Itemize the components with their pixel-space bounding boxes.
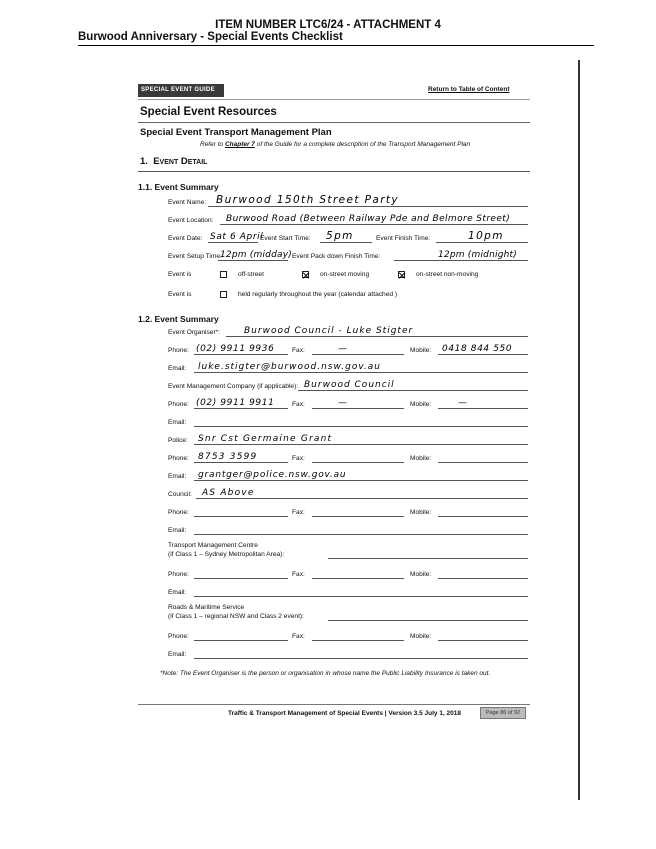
fax-label: Fax:	[292, 455, 305, 462]
police-phone-row	[168, 450, 530, 464]
chapter-link[interactable]: Chapter 7	[224, 141, 255, 148]
location-label: Event Location:	[168, 217, 214, 224]
setup-value[interactable]: 12pm (midday)	[220, 250, 292, 260]
rms-line-1: Roads & Maritime Service	[168, 604, 245, 611]
packdown-label: Event Pack down Finish Time:	[292, 253, 381, 260]
section-title: Special Event Resources	[140, 106, 277, 118]
mobile-label: Mobile:	[410, 455, 432, 462]
toc-link[interactable]: Return to Table of Content	[428, 86, 510, 93]
organiser-label: Event Organiser*:	[168, 329, 221, 336]
event-is-label-2: Event is	[168, 291, 192, 298]
onstreet-moving-label: on-street moving	[320, 271, 370, 278]
email-label: Email:	[168, 419, 187, 426]
tmc-email-row	[168, 584, 530, 598]
police-value[interactable]: Snr Cst Germaine Grant	[198, 434, 333, 444]
summary-heading-1: 1.1. Event Summary	[138, 182, 219, 192]
date-label: Event Date:	[168, 235, 203, 242]
emc-phone-row	[168, 396, 530, 410]
detail-rule	[138, 171, 530, 172]
event-name-label: Event Name:	[168, 199, 207, 206]
plan-subtitle: Special Event Transport Management Plan	[140, 127, 332, 138]
header-rule	[78, 45, 594, 46]
fax-label: Fax:	[292, 401, 305, 408]
onstreet-nonmoving-label: on-street non-moving	[416, 271, 479, 278]
top-rule	[138, 99, 530, 100]
police-phone-value[interactable]: 8753 3599	[198, 452, 258, 462]
rms-field-row	[168, 608, 530, 622]
emc-row	[168, 378, 530, 392]
tmc-line-2: (if Class 1 – Sydney Metropolitan Area):	[168, 550, 285, 558]
fax-label: Fax:	[292, 347, 305, 354]
tmc-field-row	[168, 546, 530, 560]
phone-label: Phone:	[168, 571, 189, 578]
police-label: Police:	[168, 437, 188, 444]
email-label: Email:	[168, 589, 187, 596]
emc-fax-value[interactable]: —	[338, 398, 348, 408]
attachment-header: ITEM NUMBER LTC6/24 - ATTACHMENT 4	[215, 19, 441, 31]
event-type-row	[168, 266, 530, 280]
tmc-line-1: Transport Management Centre	[168, 542, 258, 549]
emc-phone-value[interactable]: (02) 9911 9911	[196, 398, 275, 408]
council-phone-row	[168, 504, 530, 518]
fax-label: Fax:	[292, 571, 305, 578]
section-rule	[138, 122, 530, 123]
organiser-row	[168, 324, 530, 338]
event-is-label: Event is	[168, 271, 192, 278]
summary-heading-2: 1.2. Event Summary	[138, 314, 219, 324]
start-label: Event Start Time:	[260, 235, 311, 242]
start-value[interactable]: 5pm	[326, 230, 354, 242]
onstreet-nonmoving-checkbox[interactable]	[398, 271, 405, 278]
footer-rule	[138, 704, 530, 705]
mobile-label: Mobile:	[410, 509, 432, 516]
tmc-phone-row	[168, 566, 530, 580]
document-title: Burwood Anniversary - Special Events Checklist	[78, 31, 343, 43]
phone-label: Phone:	[168, 401, 189, 408]
rms-email-row	[168, 646, 530, 660]
organiser-fax-value[interactable]: —	[338, 344, 348, 354]
organiser-email-row	[168, 360, 530, 374]
email-label: Email:	[168, 473, 187, 480]
event-name-value[interactable]: Burwood 150th Street Party	[216, 194, 400, 206]
scan-page-edge	[578, 60, 580, 800]
organiser-phone-value[interactable]: (02) 9911 9936	[196, 344, 275, 354]
location-row	[168, 212, 530, 226]
phone-label: Phone:	[168, 509, 189, 516]
emc-label: Event Management Company (if applicable):	[168, 383, 299, 390]
date-time-row	[168, 230, 530, 244]
page-badge: Page 86 of 92	[480, 707, 526, 719]
phone-label: Phone:	[168, 633, 189, 640]
offstreet-label: off-street	[238, 271, 264, 278]
email-label: Email:	[168, 651, 187, 658]
guide-badge: SPECIAL EVENT GUIDE	[138, 84, 224, 97]
police-email-value[interactable]: grantger@police.nsw.gov.au	[198, 470, 347, 480]
mobile-label: Mobile:	[410, 633, 432, 640]
phone-label: Phone:	[168, 347, 189, 354]
council-row	[168, 486, 530, 500]
organiser-mobile-value[interactable]: 0418 844 550	[442, 344, 513, 354]
setup-row	[168, 248, 530, 262]
mobile-label: Mobile:	[410, 571, 432, 578]
rms-line-2: (if Class 1 – regional NSW and Class 2 event):	[168, 612, 304, 620]
fax-label: Fax:	[292, 633, 305, 640]
packdown-value[interactable]: 12pm (midnight)	[438, 250, 517, 260]
police-row	[168, 432, 530, 446]
council-value[interactable]: AS Above	[202, 488, 255, 498]
emc-mobile-value[interactable]: —	[458, 398, 468, 408]
event-detail-heading: 1. Event Detail	[140, 156, 208, 167]
event-name-row	[168, 194, 530, 208]
offstreet-checkbox[interactable]	[220, 271, 227, 278]
finish-value[interactable]: 10pm	[468, 230, 504, 242]
phone-label: Phone:	[168, 455, 189, 462]
council-label: Council:	[168, 491, 192, 498]
organiser-value[interactable]: Burwood Council - Luke Stigter	[244, 326, 414, 336]
setup-label: Event Setup Time:	[168, 253, 222, 260]
fax-label: Fax:	[292, 509, 305, 516]
email-label: Email:	[168, 527, 187, 534]
footnote: *Note: The Event Organiser is the person or organisation in whose name the Public Liability Insurance is taken out.	[160, 670, 491, 677]
chapter-reference: Refer to Chapter 7 of the Guide for a complete description of the Transport Management Plan	[200, 141, 471, 148]
scanned-form	[128, 76, 548, 726]
onstreet-moving-checkbox[interactable]	[302, 271, 309, 278]
event-regular-row	[168, 286, 530, 300]
finish-label: Event Finish Time:	[376, 235, 431, 242]
email-label: Email:	[168, 365, 187, 372]
location-value[interactable]: Burwood Road (Between Railway Pde and Belmore Street)	[226, 214, 511, 224]
organiser-email-value[interactable]: luke.stigter@burwood.nsw.gov.au	[198, 362, 382, 372]
organiser-phone-row	[168, 342, 530, 356]
mobile-label: Mobile:	[410, 347, 432, 354]
rms-phone-row	[168, 628, 530, 642]
emc-value[interactable]: Burwood Council	[304, 380, 395, 390]
footer-text: Traffic & Transport Management of Special Events | Version 3.5 July 1, 2018	[228, 710, 462, 717]
emc-email-row	[168, 414, 530, 428]
regular-label: held regularly throughout the year (calendar attached )	[238, 291, 398, 298]
regular-checkbox[interactable]	[220, 291, 227, 298]
mobile-label: Mobile:	[410, 401, 432, 408]
council-email-row	[168, 522, 530, 536]
police-email-row	[168, 468, 530, 482]
date-value[interactable]: Sat 6 April	[210, 232, 264, 242]
